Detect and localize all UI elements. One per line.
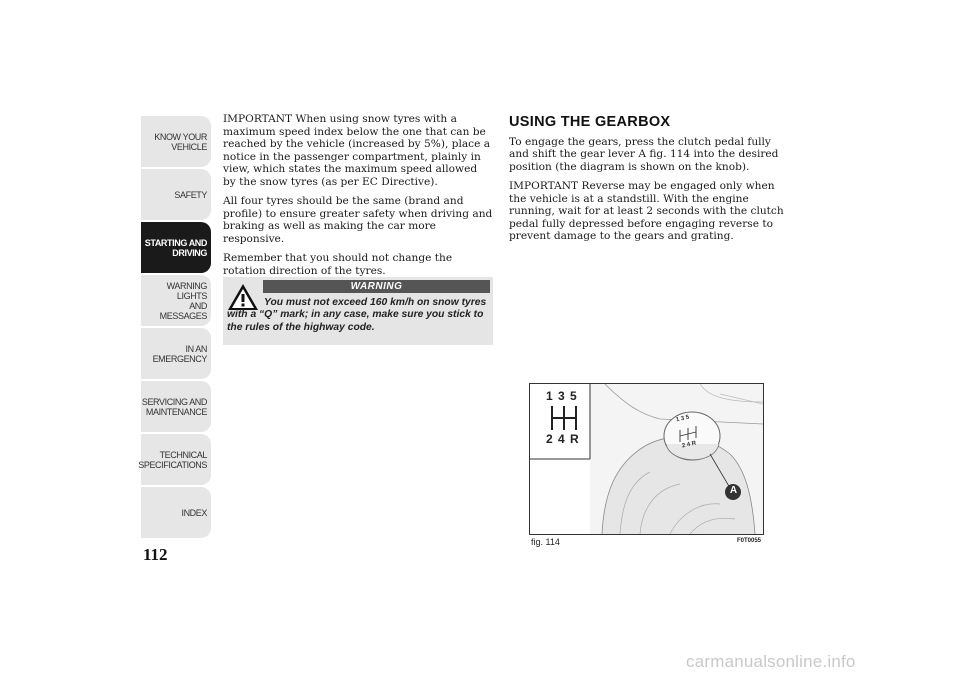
section-heading: USING THE GEARBOX [509, 114, 671, 130]
lever-marker-a: A [729, 485, 738, 496]
tab-label: STARTING AND DRIVING [144, 237, 207, 258]
warning-title: WARNING [263, 280, 490, 293]
paragraph: IMPORTANT When using snow tyres with a maximum speed index below the one that can be reached by the vehicle (increased by 5%), place a notice in the passenger compartment, plainly in view, which states the maximum speed allowed by the snow tyres (as per EC Directive). [223, 113, 491, 188]
watermark: carmanualsonline.info [686, 652, 856, 671]
paragraph: IMPORTANT Reverse may be engaged only when the vehicle is at a standstill. With the engine running, wait for at least 2 seconds with the clutch pedal fully depressed before engaging reverse to prevent damage to the gears and grating. [509, 180, 784, 242]
figure-code: F0T0055 [737, 538, 762, 544]
tab-label: SERVICING AND MAINTENANCE [141, 396, 207, 417]
tab-warning-lights[interactable] [141, 275, 211, 326]
gear-lever-figure [529, 383, 764, 535]
gear-lever-illustration [530, 384, 763, 534]
tab-in-an-emergency[interactable] [141, 328, 211, 379]
figure-caption: fig. 114 [531, 537, 560, 547]
gear-diagram-top: 1 3 5 [546, 389, 578, 403]
paragraph: All four tyres should be the same (brand and profile) to ensure greater safety when driving and braking as well as making the car more responsive. [223, 195, 493, 245]
tab-label: WARNING LIGHTS AND MESSAGES [159, 280, 207, 321]
tab-starting-and-driving[interactable] [141, 222, 211, 273]
knob-gears-top: 1 3 5 [675, 414, 690, 424]
paragraph: Remember that you should not change the rotation direction of the tyres. [223, 252, 453, 277]
warning-box [223, 277, 493, 345]
tab-label: KNOW YOUR VEHICLE [154, 131, 207, 152]
left-column [223, 113, 493, 284]
tab-label: INDEX [181, 507, 207, 518]
tab-label: IN AN EMERGENCY [152, 343, 207, 364]
tab-technical-specifications[interactable] [138, 434, 211, 485]
tab-know-your-vehicle[interactable] [141, 116, 211, 167]
paragraph: To engage the gears, press the clutch pedal fully and shift the gear lever A fig. 114 into the desired position (the diagram is shown on the knob). [509, 135, 779, 173]
tab-label: SAFETY [174, 189, 207, 200]
page-number: 112 [143, 545, 168, 564]
tab-index[interactable] [141, 487, 211, 538]
tab-servicing[interactable] [141, 381, 211, 432]
tab-safety[interactable] [141, 169, 211, 220]
right-column [509, 116, 784, 250]
knob-gears-bottom: 2 4 R [681, 440, 697, 450]
warning-text: You must not exceed 160 km/h on snow tyres with a “Q” mark; in any case, make sure you stick to the rules of the highway code. [227, 297, 487, 333]
gear-diagram-bottom: 2 4 R [546, 432, 580, 446]
tab-label: TECHNICAL SPECIFICATIONS [138, 449, 207, 470]
